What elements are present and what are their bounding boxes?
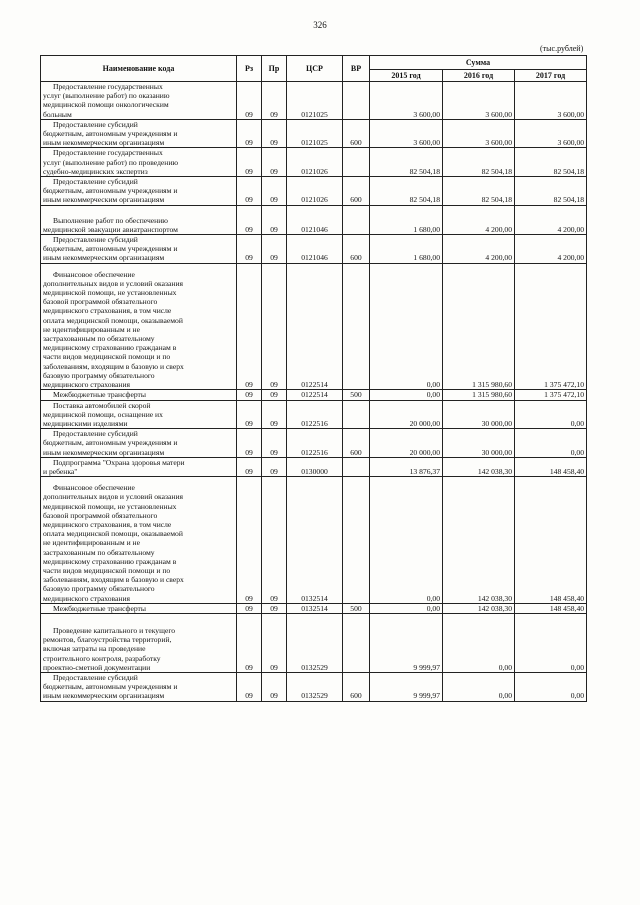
name-line: оплата медицинской помощи, оказываемой	[43, 315, 183, 325]
cell-name	[41, 263, 237, 390]
table-row	[41, 82, 587, 120]
cell-y2016: 0,00	[443, 613, 515, 672]
cell-y2015: 20 000,00	[370, 429, 443, 458]
cell-vr	[343, 148, 370, 177]
table-row	[41, 177, 587, 206]
cell-y2016: 4 200,00	[443, 205, 515, 234]
table-row	[41, 672, 587, 701]
name-line: Предоставление государственных	[53, 148, 163, 158]
cell-pr: 09	[262, 457, 287, 476]
cell-csr: 0122514	[287, 263, 343, 390]
cell-y2015: 0,00	[370, 390, 443, 400]
cell-name	[41, 82, 237, 120]
name-line: медицинского страхования, в том числе	[43, 306, 172, 316]
name-line: Межбюджетные трансферты	[53, 603, 146, 613]
name-line: медицинского страхования	[43, 593, 131, 603]
name-line: застрахованным по обязательному	[43, 334, 155, 344]
cell-y2017: 82 504,18	[515, 177, 587, 206]
cell-y2016: 0,00	[443, 672, 515, 701]
cell-y2017: 3 600,00	[515, 82, 587, 120]
cell-csr: 0132529	[287, 613, 343, 672]
name-line: заболеваниям, входящим в базовую и сверх	[43, 575, 184, 585]
cell-y2015: 82 504,18	[370, 177, 443, 206]
name-line: не идентифицированным и не	[43, 324, 140, 334]
cell-y2017: 4 200,00	[515, 205, 587, 234]
cell-name	[41, 603, 237, 613]
cell-vr	[343, 613, 370, 672]
cell-name	[41, 119, 237, 148]
cell-pr: 09	[262, 672, 287, 701]
cell-y2015: 0,00	[370, 477, 443, 604]
table-row	[41, 400, 587, 429]
cell-y2017: 0,00	[515, 429, 587, 458]
cell-y2016: 142 038,30	[443, 457, 515, 476]
name-line: Предоставление субсидий	[53, 672, 138, 682]
name-line: бюджетным, автономным учреждениям и	[43, 438, 178, 448]
name-line: Проведение капитального и текущего	[53, 625, 176, 635]
name-line: медицинской помощи, не установленных	[43, 501, 177, 511]
header-2017: 2017 год	[515, 70, 587, 82]
page-number: 326	[313, 20, 327, 30]
name-line: иным некоммерческим организациям	[43, 691, 165, 701]
header-name: Наименование кода	[41, 56, 237, 82]
cell-csr: 0132514	[287, 603, 343, 613]
cell-y2016: 142 038,30	[443, 477, 515, 604]
header-pr: Пр	[262, 56, 287, 82]
cell-y2017: 0,00	[515, 613, 587, 672]
name-line: Предоставление субсидий	[53, 177, 138, 187]
cell-y2015: 13 876,37	[370, 457, 443, 476]
cell-y2015: 9 999,97	[370, 672, 443, 701]
table-row	[41, 429, 587, 458]
name-line: базовую программу обязательного	[43, 584, 155, 594]
name-line: медицинскими изделиями	[43, 418, 128, 428]
table-row	[41, 457, 587, 476]
header-csr: ЦСР	[287, 56, 343, 82]
cell-csr: 0121025	[287, 119, 343, 148]
name-line: бюджетным, автономным учреждениям и	[43, 129, 178, 139]
cell-vr	[343, 457, 370, 476]
name-line: базовой программой обязательного	[43, 510, 158, 520]
name-line: больным	[43, 109, 72, 119]
cell-y2016: 82 504,18	[443, 177, 515, 206]
cell-vr	[343, 477, 370, 604]
cell-name	[41, 429, 237, 458]
name-line: услуг (выполнение работ) по проведению	[43, 157, 179, 167]
cell-vr: 600	[343, 429, 370, 458]
cell-rz: 09	[237, 177, 262, 206]
table-row	[41, 119, 587, 148]
cell-y2017: 82 504,18	[515, 148, 587, 177]
cell-pr: 09	[262, 477, 287, 604]
budget-table	[40, 55, 587, 702]
cell-pr: 09	[262, 390, 287, 400]
name-line: иным некоммерческим организациям	[43, 138, 165, 148]
name-line: Финансовое обеспечение	[53, 483, 135, 493]
name-line: медицинского страхования, в том числе	[43, 519, 172, 529]
cell-y2016: 3 600,00	[443, 82, 515, 120]
name-line: Межбюджетные трансферты	[53, 390, 146, 400]
cell-pr: 09	[262, 263, 287, 390]
cell-name	[41, 148, 237, 177]
cell-csr: 0121025	[287, 82, 343, 120]
cell-name	[41, 205, 237, 234]
cell-rz: 09	[237, 672, 262, 701]
cell-y2017: 4 200,00	[515, 235, 587, 264]
cell-pr: 09	[262, 429, 287, 458]
cell-csr: 0121026	[287, 177, 343, 206]
cell-vr: 600	[343, 177, 370, 206]
name-line: базовую программу обязательного	[43, 370, 155, 380]
cell-name	[41, 672, 237, 701]
cell-y2015: 9 999,97	[370, 613, 443, 672]
cell-rz: 09	[237, 457, 262, 476]
cell-csr: 0122516	[287, 429, 343, 458]
cell-y2015: 1 680,00	[370, 235, 443, 264]
cell-name	[41, 177, 237, 206]
name-line: Предоставление субсидий	[53, 429, 138, 439]
name-line: оплата медицинской помощи, оказываемой	[43, 529, 183, 539]
cell-rz: 09	[237, 148, 262, 177]
cell-vr	[343, 400, 370, 429]
name-line: медицинской помощи, оснащение их	[43, 409, 163, 419]
name-line: бюджетным, автономным учреждениям и	[43, 186, 178, 196]
cell-y2017: 148 458,40	[515, 477, 587, 604]
cell-name	[41, 613, 237, 672]
cell-csr: 0130000	[287, 457, 343, 476]
cell-y2015: 1 680,00	[370, 205, 443, 234]
table-row	[41, 205, 587, 234]
name-line: медицинскому страхованию гражданам в	[43, 343, 177, 353]
header-vr: ВР	[343, 56, 370, 82]
cell-vr	[343, 263, 370, 390]
name-line: бюджетным, автономным учреждениям и	[43, 682, 178, 692]
name-line: судебно-медицинских экспертиз	[43, 166, 148, 176]
name-line: услуг (выполнение работ) по оказанию	[43, 91, 170, 101]
cell-y2017: 0,00	[515, 672, 587, 701]
cell-vr: 600	[343, 235, 370, 264]
header-2016: 2016 год	[443, 70, 515, 82]
cell-csr: 0132514	[287, 477, 343, 604]
cell-vr	[343, 205, 370, 234]
name-line: дополнительных видов и условий оказания	[43, 492, 183, 502]
name-line: Предоставление субсидий	[53, 235, 138, 245]
cell-y2015: 3 600,00	[370, 119, 443, 148]
cell-y2015: 0,00	[370, 603, 443, 613]
cell-vr	[343, 82, 370, 120]
cell-rz: 09	[237, 477, 262, 604]
cell-y2015: 3 600,00	[370, 82, 443, 120]
cell-pr: 09	[262, 613, 287, 672]
cell-pr: 09	[262, 400, 287, 429]
cell-y2015: 0,00	[370, 263, 443, 390]
cell-y2017: 0,00	[515, 400, 587, 429]
cell-y2017: 3 600,00	[515, 119, 587, 148]
name-line: иным некоммерческим организациям	[43, 195, 165, 205]
cell-name	[41, 400, 237, 429]
cell-y2016: 1 315 980,60	[443, 390, 515, 400]
cell-pr: 09	[262, 177, 287, 206]
table-row	[41, 390, 587, 400]
name-line: дополнительных видов и условий оказания	[43, 278, 183, 288]
name-line: медицинскому страхованию гражданам в	[43, 556, 177, 566]
name-line: Выполнение работ по обеспечению	[53, 215, 168, 225]
name-line: ремонтов, благоустройства территорий,	[43, 635, 172, 645]
cell-y2016: 3 600,00	[443, 119, 515, 148]
name-line: иным некоммерческим организациям	[43, 447, 165, 457]
cell-pr: 09	[262, 205, 287, 234]
cell-csr: 0121026	[287, 148, 343, 177]
cell-name	[41, 477, 237, 604]
cell-csr: 0132529	[287, 672, 343, 701]
cell-vr: 500	[343, 390, 370, 400]
cell-rz: 09	[237, 82, 262, 120]
name-line: Подпрограмма "Охрана здоровья матери	[53, 457, 185, 467]
cell-rz: 09	[237, 205, 262, 234]
name-line: не идентифицированным и не	[43, 538, 140, 548]
name-line: заболеваниям, входящим в базовую и сверх	[43, 361, 184, 371]
cell-rz: 09	[237, 119, 262, 148]
units-label: (тыс.рублей)	[540, 44, 584, 53]
cell-csr: 0121046	[287, 205, 343, 234]
cell-y2015: 82 504,18	[370, 148, 443, 177]
cell-y2016: 30 000,00	[443, 400, 515, 429]
cell-y2016: 30 000,00	[443, 429, 515, 458]
name-line: включая затраты на проведение	[43, 644, 146, 654]
header-sum: Сумма	[370, 56, 587, 70]
cell-y2015: 20 000,00	[370, 400, 443, 429]
name-line: и ребенка"	[43, 466, 78, 476]
name-line: Предоставление государственных	[53, 82, 163, 91]
header-rz: Рз	[237, 56, 262, 82]
cell-rz: 09	[237, 390, 262, 400]
name-line: части видов медицинской помощи и по	[43, 565, 171, 575]
cell-csr: 0122514	[287, 390, 343, 400]
table-row	[41, 263, 587, 390]
cell-y2016: 82 504,18	[443, 148, 515, 177]
name-line: части видов медицинской помощи и по	[43, 352, 171, 362]
table-row	[41, 235, 587, 264]
cell-vr: 600	[343, 672, 370, 701]
name-line: Предоставление субсидий	[53, 119, 138, 129]
header-2015: 2015 год	[370, 70, 443, 82]
cell-csr: 0121046	[287, 235, 343, 264]
cell-csr: 0122516	[287, 400, 343, 429]
cell-pr: 09	[262, 82, 287, 120]
name-line: проектно-сметной документации	[43, 662, 151, 672]
cell-pr: 09	[262, 148, 287, 177]
name-line: медицинской помощи онкологическим	[43, 100, 169, 110]
name-line: застрахованным по обязательному	[43, 547, 155, 557]
cell-y2017: 148 458,40	[515, 457, 587, 476]
name-line: медицинского страхования	[43, 380, 131, 390]
cell-y2017: 1 375 472,10	[515, 263, 587, 390]
cell-name	[41, 457, 237, 476]
name-line: медицинской помощи, не установленных	[43, 288, 177, 298]
cell-pr: 09	[262, 119, 287, 148]
name-line: бюджетным, автономным учреждениям и	[43, 244, 178, 254]
table-row	[41, 477, 587, 604]
cell-y2016: 142 038,30	[443, 603, 515, 613]
name-line: иным некоммерческим организациям	[43, 253, 165, 263]
cell-pr: 09	[262, 603, 287, 613]
name-line: базовой программой обязательного	[43, 297, 158, 307]
cell-y2016: 1 315 980,60	[443, 263, 515, 390]
name-line: Финансовое обеспечение	[53, 269, 135, 279]
cell-name	[41, 390, 237, 400]
name-line: медицинской эвакуации авиатранспортом	[43, 224, 178, 234]
cell-vr: 500	[343, 603, 370, 613]
table-row	[41, 613, 587, 672]
table-row	[41, 148, 587, 177]
cell-rz: 09	[237, 235, 262, 264]
name-line: Поставка автомобилей скорой	[53, 400, 151, 410]
cell-vr: 600	[343, 119, 370, 148]
cell-pr: 09	[262, 235, 287, 264]
cell-rz: 09	[237, 603, 262, 613]
cell-y2017: 1 375 472,10	[515, 390, 587, 400]
cell-y2016: 4 200,00	[443, 235, 515, 264]
table-body	[41, 82, 587, 702]
table-row	[41, 603, 587, 613]
cell-rz: 09	[237, 400, 262, 429]
cell-rz: 09	[237, 613, 262, 672]
cell-rz: 09	[237, 429, 262, 458]
cell-y2017: 148 458,40	[515, 603, 587, 613]
cell-name	[41, 235, 237, 264]
name-line: строительного контроля, разработку	[43, 653, 161, 663]
cell-rz: 09	[237, 263, 262, 390]
